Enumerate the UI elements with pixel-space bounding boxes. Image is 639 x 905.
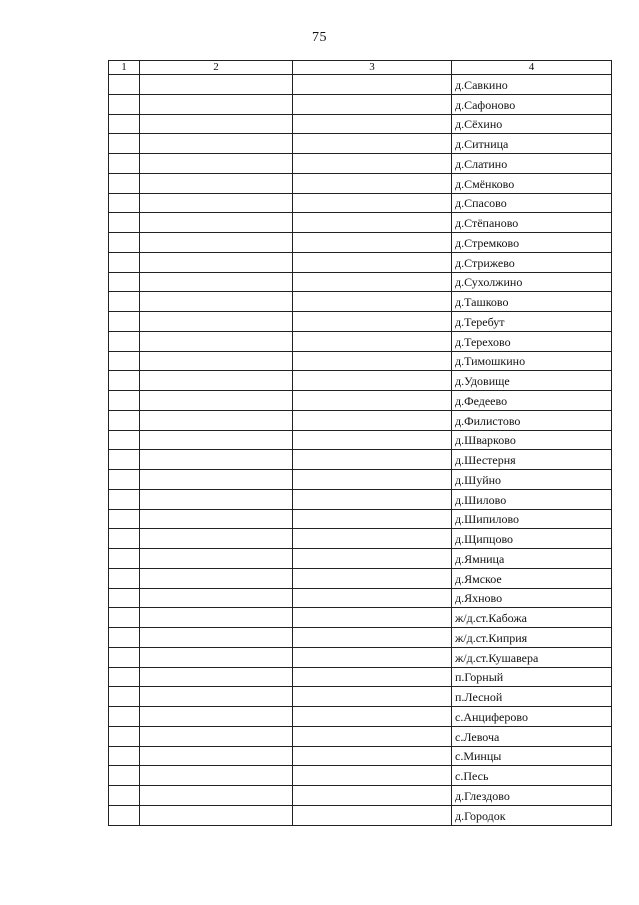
empty-cell-col-3	[293, 154, 452, 174]
table-row	[109, 450, 612, 470]
table-row	[109, 687, 612, 707]
empty-cell-col-1	[109, 568, 140, 588]
table-row	[109, 608, 612, 628]
settlement-name-cell: п.Лесной	[452, 687, 612, 707]
settlement-name-cell: д.Спасово	[452, 193, 612, 213]
settlement-name-cell: ж/д.ст.Кушавера	[452, 647, 612, 667]
empty-cell-col-3	[293, 726, 452, 746]
empty-cell-col-3	[293, 647, 452, 667]
table-row	[109, 213, 612, 233]
settlement-name-cell: д.Теребут	[452, 312, 612, 332]
table-row	[109, 114, 612, 134]
empty-cell-col-2	[140, 450, 293, 470]
empty-cell-col-1	[109, 805, 140, 825]
empty-cell-col-2	[140, 805, 293, 825]
table-row	[109, 470, 612, 490]
empty-cell-col-2	[140, 114, 293, 134]
empty-cell-col-2	[140, 608, 293, 628]
empty-cell-col-1	[109, 114, 140, 134]
settlement-name-cell: д.Смёнково	[452, 173, 612, 193]
table-row	[109, 94, 612, 114]
empty-cell-col-3	[293, 391, 452, 411]
settlement-name-cell: д.Филистово	[452, 410, 612, 430]
table-row	[109, 331, 612, 351]
settlement-name-cell: д.Яхново	[452, 588, 612, 608]
empty-cell-col-1	[109, 233, 140, 253]
empty-cell-col-1	[109, 351, 140, 371]
table-row	[109, 647, 612, 667]
empty-cell-col-1	[109, 193, 140, 213]
settlement-name-cell: д.Сафоново	[452, 94, 612, 114]
empty-cell-col-1	[109, 75, 140, 95]
empty-cell-col-2	[140, 213, 293, 233]
empty-cell-col-1	[109, 252, 140, 272]
empty-cell-col-1	[109, 647, 140, 667]
settlement-name-cell: д.Щипцово	[452, 529, 612, 549]
settlement-name-cell: д.Ямское	[452, 568, 612, 588]
settlement-name-cell: д.Тимошкино	[452, 351, 612, 371]
empty-cell-col-2	[140, 233, 293, 253]
settlement-name-cell: с.Левоча	[452, 726, 612, 746]
empty-cell-col-1	[109, 470, 140, 490]
table-row	[109, 252, 612, 272]
table-row	[109, 134, 612, 154]
table-row	[109, 549, 612, 569]
table-row	[109, 430, 612, 450]
table-row	[109, 588, 612, 608]
empty-cell-col-3	[293, 75, 452, 95]
empty-cell-col-3	[293, 568, 452, 588]
empty-cell-col-3	[293, 509, 452, 529]
column-header-4: 4	[452, 61, 612, 75]
empty-cell-col-1	[109, 667, 140, 687]
table-row	[109, 351, 612, 371]
empty-cell-col-1	[109, 331, 140, 351]
table-row	[109, 667, 612, 687]
empty-cell-col-2	[140, 549, 293, 569]
empty-cell-col-3	[293, 687, 452, 707]
table-header-row	[109, 61, 612, 75]
empty-cell-col-3	[293, 766, 452, 786]
empty-cell-col-2	[140, 154, 293, 174]
empty-cell-col-1	[109, 430, 140, 450]
empty-cell-col-2	[140, 391, 293, 411]
empty-cell-col-2	[140, 766, 293, 786]
empty-cell-col-3	[293, 667, 452, 687]
empty-cell-col-1	[109, 628, 140, 648]
table-row	[109, 707, 612, 727]
empty-cell-col-2	[140, 292, 293, 312]
empty-cell-col-2	[140, 707, 293, 727]
empty-cell-col-3	[293, 529, 452, 549]
table-row	[109, 292, 612, 312]
empty-cell-col-1	[109, 608, 140, 628]
empty-cell-col-2	[140, 786, 293, 806]
empty-cell-col-3	[293, 173, 452, 193]
empty-cell-col-3	[293, 805, 452, 825]
empty-cell-col-1	[109, 529, 140, 549]
empty-cell-col-2	[140, 75, 293, 95]
settlement-name-cell: ж/д.ст.Киприя	[452, 628, 612, 648]
table-row	[109, 173, 612, 193]
empty-cell-col-1	[109, 549, 140, 569]
table-row	[109, 312, 612, 332]
settlement-name-cell: д.Шилово	[452, 489, 612, 509]
empty-cell-col-3	[293, 450, 452, 470]
settlement-name-cell: с.Минцы	[452, 746, 612, 766]
table-row	[109, 568, 612, 588]
empty-cell-col-3	[293, 292, 452, 312]
empty-cell-col-1	[109, 134, 140, 154]
column-header-3: 3	[293, 61, 452, 75]
empty-cell-col-1	[109, 786, 140, 806]
settlement-name-cell: д.Стремково	[452, 233, 612, 253]
table-row	[109, 75, 612, 95]
empty-cell-col-3	[293, 371, 452, 391]
table-row	[109, 746, 612, 766]
empty-cell-col-1	[109, 371, 140, 391]
empty-cell-col-2	[140, 667, 293, 687]
empty-cell-col-2	[140, 647, 293, 667]
settlement-name-cell: д.Ташково	[452, 292, 612, 312]
empty-cell-col-3	[293, 628, 452, 648]
empty-cell-col-2	[140, 410, 293, 430]
empty-cell-col-3	[293, 786, 452, 806]
empty-cell-col-2	[140, 687, 293, 707]
settlement-name-cell: д.Ямница	[452, 549, 612, 569]
empty-cell-col-1	[109, 450, 140, 470]
table-row	[109, 628, 612, 648]
empty-cell-col-3	[293, 193, 452, 213]
empty-cell-col-1	[109, 588, 140, 608]
table-row	[109, 233, 612, 253]
settlement-name-cell: д.Шварково	[452, 430, 612, 450]
empty-cell-col-3	[293, 707, 452, 727]
empty-cell-col-2	[140, 173, 293, 193]
empty-cell-col-2	[140, 371, 293, 391]
table-row	[109, 489, 612, 509]
empty-cell-col-2	[140, 588, 293, 608]
empty-cell-col-2	[140, 489, 293, 509]
empty-cell-col-1	[109, 726, 140, 746]
table-row	[109, 193, 612, 213]
empty-cell-col-2	[140, 746, 293, 766]
empty-cell-col-1	[109, 213, 140, 233]
empty-cell-col-2	[140, 529, 293, 549]
empty-cell-col-3	[293, 470, 452, 490]
empty-cell-col-3	[293, 213, 452, 233]
settlement-name-cell: д.Сухолжино	[452, 272, 612, 292]
empty-cell-col-3	[293, 608, 452, 628]
empty-cell-col-2	[140, 134, 293, 154]
empty-cell-col-3	[293, 588, 452, 608]
page-number: 75	[312, 30, 327, 45]
empty-cell-col-1	[109, 509, 140, 529]
settlement-name-cell: д.Шестерня	[452, 450, 612, 470]
table-row	[109, 509, 612, 529]
settlements-table	[108, 60, 612, 826]
empty-cell-col-3	[293, 114, 452, 134]
empty-cell-col-1	[109, 707, 140, 727]
empty-cell-col-1	[109, 687, 140, 707]
table-row	[109, 272, 612, 292]
column-header-2: 2	[140, 61, 293, 75]
empty-cell-col-1	[109, 746, 140, 766]
settlement-name-cell: д.Стёпаново	[452, 213, 612, 233]
empty-cell-col-3	[293, 489, 452, 509]
table-row	[109, 410, 612, 430]
empty-cell-col-2	[140, 193, 293, 213]
table-row	[109, 766, 612, 786]
table-row	[109, 154, 612, 174]
column-header-1: 1	[109, 61, 140, 75]
empty-cell-col-2	[140, 94, 293, 114]
table-row	[109, 391, 612, 411]
settlement-name-cell: ж/д.ст.Кабожа	[452, 608, 612, 628]
empty-cell-col-3	[293, 430, 452, 450]
table-row	[109, 726, 612, 746]
empty-cell-col-1	[109, 410, 140, 430]
settlement-name-cell: д.Савкино	[452, 75, 612, 95]
table-row	[109, 805, 612, 825]
empty-cell-col-2	[140, 252, 293, 272]
settlement-name-cell: п.Горный	[452, 667, 612, 687]
empty-cell-col-3	[293, 252, 452, 272]
empty-cell-col-3	[293, 331, 452, 351]
empty-cell-col-2	[140, 430, 293, 450]
empty-cell-col-3	[293, 233, 452, 253]
empty-cell-col-2	[140, 726, 293, 746]
table-row	[109, 371, 612, 391]
settlement-name-cell: д.Слатино	[452, 154, 612, 174]
empty-cell-col-1	[109, 766, 140, 786]
empty-cell-col-2	[140, 351, 293, 371]
empty-cell-col-3	[293, 410, 452, 430]
table-row	[109, 786, 612, 806]
empty-cell-col-1	[109, 173, 140, 193]
empty-cell-col-3	[293, 351, 452, 371]
empty-cell-col-2	[140, 509, 293, 529]
empty-cell-col-1	[109, 312, 140, 332]
empty-cell-col-3	[293, 549, 452, 569]
settlement-name-cell: д.Терехово	[452, 331, 612, 351]
settlement-name-cell: д.Сёхино	[452, 114, 612, 134]
empty-cell-col-1	[109, 391, 140, 411]
empty-cell-col-1	[109, 94, 140, 114]
table-body	[109, 75, 612, 826]
empty-cell-col-1	[109, 292, 140, 312]
settlement-name-cell: д.Федеево	[452, 391, 612, 411]
empty-cell-col-2	[140, 331, 293, 351]
settlement-name-cell: д.Стрижево	[452, 252, 612, 272]
empty-cell-col-1	[109, 272, 140, 292]
settlement-name-cell: д.Городок	[452, 805, 612, 825]
settlement-name-cell: д.Удовище	[452, 371, 612, 391]
settlement-name-cell: д.Ситница	[452, 134, 612, 154]
settlement-name-cell: д.Шипилово	[452, 509, 612, 529]
settlement-name-cell: д.Глездово	[452, 786, 612, 806]
table-row	[109, 529, 612, 549]
settlement-name-cell: с.Анциферово	[452, 707, 612, 727]
settlement-name-cell: д.Шуйно	[452, 470, 612, 490]
empty-cell-col-2	[140, 272, 293, 292]
empty-cell-col-3	[293, 94, 452, 114]
empty-cell-col-1	[109, 154, 140, 174]
empty-cell-col-3	[293, 134, 452, 154]
empty-cell-col-3	[293, 312, 452, 332]
empty-cell-col-3	[293, 746, 452, 766]
empty-cell-col-2	[140, 568, 293, 588]
empty-cell-col-3	[293, 272, 452, 292]
empty-cell-col-2	[140, 470, 293, 490]
empty-cell-col-1	[109, 489, 140, 509]
settlement-name-cell: с.Песь	[452, 766, 612, 786]
empty-cell-col-2	[140, 312, 293, 332]
empty-cell-col-2	[140, 628, 293, 648]
